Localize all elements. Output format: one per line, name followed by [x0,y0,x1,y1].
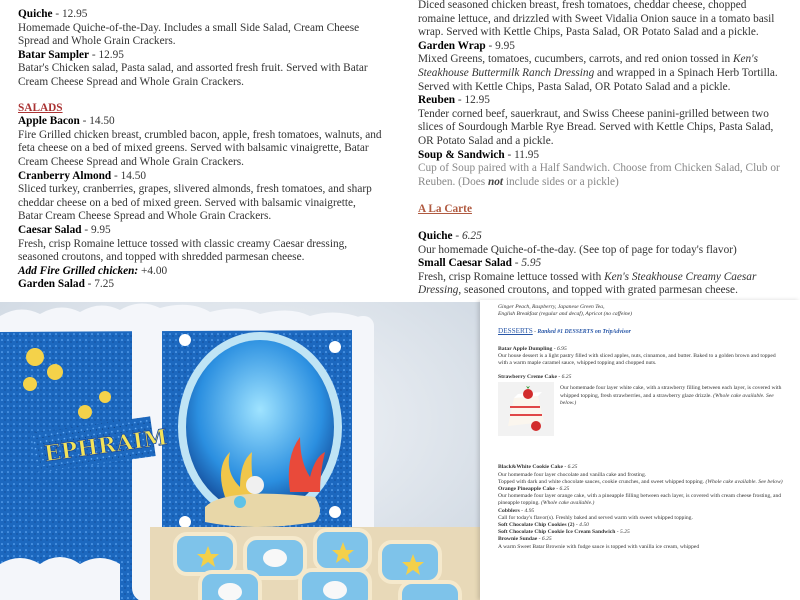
garden-salad-price: 7.25 [94,278,115,291]
reuben-price: 12.95 [464,94,490,107]
strawberry-name: Strawberry Creme Cake [498,374,557,381]
orange-pineapple-price: 6.25 [559,486,570,493]
reuben-name: Reuben [418,94,456,107]
batar-sampler-price: 12.95 [98,48,124,61]
soup-sandwich-desc-not: not [487,175,504,188]
small-caesar-name: Small Caesar Salad [418,257,512,270]
ocean-cake-illustration [0,302,480,600]
alacarte-quiche-desc: Our homemade Quiche-of-the-day. (See top of page for today's flavor) [418,243,737,256]
cobblers-price: 4.95 [524,507,535,514]
blackwhite-desc1: Our homemade four layer chocolate and vanilla cake and frosting. [498,471,647,478]
soup-sandwich-price: 11.95 [514,148,540,161]
small-caesar-desc-a: Fresh, crisp Romaine lettuce tossed with [418,270,605,283]
menu-page-wraps: Diced seasoned chicken breast, fresh tomatoes, cheddar cheese, chopped romaine lettuce, and drizzled with Sweet Vidalia Onion sauce in a tomato basil wrap. Served with Kettle Chips, Pasta Salad, OR Potato Salad and a pickle. Garden Wrap - 9.95 Mixed Greens, tomatoes, cucumbers, carrots, and red onion tossed in Ken's Steakhouse Buttermilk Ranch Dressing and wrapped in a Spinach Herb Tortilla. Served with Kettle Chips, Pasta Salad, OR Potato Salad and a pickle. Reuben - 12.95 Tender corned beef, sauerkraut, and Swiss Cheese panini-grilled between two slices of Sourdough Marble Rye Bread. Served with Kettle Chips, Pasta Salad, OR Potato Salad and a pickle. Soup & Sandwich - 11.95 Cup of Soup paired with a Half Sandwich. Choose from Chicken Salad, Club or Reuben. (Does not include sides or a pickle) A La Carte Quiche - 6.25 Our homemade Quiche-of-the-day. (See top of page for today's flavor) Small Caesar Salad - 5.95 Fresh, crisp Romaine lettuce tossed with Ken's Steakhouse Creamy Caesar Dressing, seasoned croutons, and topped with grated parmesan cheese. [400,0,800,302]
cookie-sandwich-name: Soft Chocolate Chip Cookie Ice Cream Sandwich [498,529,616,536]
soft-cookies-name: Soft Chocolate Chip Cookies (2) [498,522,575,529]
brownie-sundae-price: 6.25 [541,536,552,543]
cranberry-almond-desc: Sliced turkey, cranberries, grapes, slivered almonds, fresh tomatoes, and sharp cheddar cheese on a bed of mixed green. Served with balsamic vinaigrette, Batar Cream Cheese Spread and Whole Grain Crackers. [18,183,372,223]
garden-wrap-desc-b: and wrapped in a Spinach Herb Tortilla. Served with Kettle Chips, Pasta Salad, OR Potato Salad and a pickle. [418,66,778,93]
cake-sign-text: EPHRAIM [42,424,170,468]
batar-sampler-desc: Batar's Chicken salad, Pasta salad, and assorted fresh fruit. Served with Batar Cream Cheese Spread and Whole Grain Crackers. [18,62,368,88]
cobblers-name: Cobblers [498,507,520,514]
tea-line-2: English Breakfast (regular and decaf), Apricot (no caffeine) [498,311,633,318]
desserts-heading: DESSERTS [498,327,533,336]
caesar-salad-price: 9.95 [90,223,111,236]
strawberry-cake-photo [498,382,554,436]
quiche-price: 12.95 [61,8,88,20]
add-grilled-label: Add Fire Grilled chicken: [18,264,139,277]
blackwhite-note: (Whole cake available. See below) [705,478,783,485]
apple-dumpling-desc: Our house dessert is a light pastry filled with sliced apples, nuts, cinnamon, and butter. Baked to a golden brown and topped with a warm maple caramel sauce, whipped topping and chopped nuts. [498,352,776,367]
garden-wrap-name: Garden Wrap [418,39,486,52]
blackwhite-price: 6.25 [567,464,578,471]
apple-dumpling-name: Batar Apple Dumpling [498,345,553,352]
tea-line-1: Ginger Peach, Raspberry, Japanese Green Tea, [498,304,605,310]
orange-pineapple-desc: Our homemade four layer orange cake, with a pineapple filling between each layer, is covered with cream cheese frosting, and pineapple topping. [498,493,782,507]
apple-bacon-name: Apple Bacon [18,115,80,128]
apple-bacon-desc: Fire Grilled chicken breast, crumbled bacon, apple, fresh tomatoes, walnuts, and feta cheese on a bed of mixed greens. Served with balsamic vinaigrette, Batar Cream Cheese Spread and Whole Grain Crackers. [18,128,382,168]
small-caesar-price: 5.95 [521,257,542,270]
quiche-name: Quiche [18,8,53,20]
strawberry-note: (Whole cake available. See below.) [560,392,774,406]
batar-sampler-name: Batar Sampler [18,48,90,61]
soup-sandwich-desc-b: include sides or a pickle) [503,175,619,188]
desserts-rank: Ranked #1 DESSERTS on TripAdvisor [537,329,631,336]
strawberry-price: 6.25 [561,374,572,381]
salads-heading: SALADS [18,101,63,114]
strawberry-desc: Our homemade four layer white cake, with a strawberry filling between each layer, is covered with whipped topping, fresh strawberries, and a strawberry glaze drizzle. [560,385,782,399]
alacarte-heading: A La Carte [418,203,472,216]
garden-wrap-desc-a: Mixed Greens, tomatoes, cucumbers, carrots, and red onion tossed in [418,53,733,66]
caesar-salad-desc: Fresh, crisp Romaine lettuce tossed with classic creamy Caesar dressing, seasoned croutons, and topped with shredded parmesan cheese. [18,237,348,264]
soup-sandwich-name: Soup & Sandwich [418,148,505,161]
wrap-top-desc: Diced seasoned chicken breast, fresh tomatoes, cheddar cheese, chopped romaine lettuce, and drizzled with Sweet Vidalia Onion sauce in a tomato basil wrap. Served with Kettle Chips, Pasta Salad, OR Potato Salad and a pickle. [418,0,775,39]
blackwhite-name: Black&White Cookie Cake [498,464,563,471]
garden-salad-name: Garden Salad [18,278,85,291]
cranberry-almond-name: Cranberry Almond [18,169,112,182]
orange-pineapple-name: Orange Pineapple Cake [498,486,555,493]
small-caesar-desc-b: , seasoned croutons, and topped with grated parmesan cheese. [458,284,738,297]
cobblers-desc: Call for today's flavor(s). Freshly baked and served warm with sweet whipped topping. [498,514,693,521]
cranberry-almond-price: 14.50 [120,169,147,182]
menu-page-desserts: Ginger Peach, Raspberry, Japanese Green Tea, English Breakfast (regular and decaf), Apricot (no caffeine) DESSERTS - Ranked #1 DESSERTS on TripAdvisor Batar Apple Dumpling - 6.95 Our house dessert is a light pastry filled with sliced apples, nuts, cinnamon, and butter. Baked to a golden brown and topped with a warm maple caramel sauce, whipped topping and chopped nuts. Strawberry Creme Cake - 6.25 Our homemade four layer white cake, with a strawberry filling between each layer, is covered with whipped topping, fresh strawberries, and a strawberry glaze drizzle. (Whole cake available. See below.) Black&White Cookie Cake - 6.25 Our homemade four layer chocolate and vanilla cake and frosting. Topped with dark and white chocolate sauces, cookie crunches, and sweet whipped topping. (Whole cake available. See below) Orange Pineapple Cake - 6.25 Our homemade four layer orange cake, with a pineapple filling between each layer, is covered with cream cheese frosting, and pineapple topping. (Whole cake available.) Cobblers - 4.95 Call for today's flavor(s). Freshly baked and served warm with sweet whipped topping. Soft Chocolate Chip Cookies (2) - 4.50 Soft Chocolate Chip Cookie Ice Cream Sandwich - 5.25 Brownie Sundae - 6.25 A warm Sweet Batar Brownie with fudge sauce is topped with vanilla ice cream, whipped [480,300,800,600]
menu-page-lunch: Quiche - 12.95 Homemade Quiche-of-the-Day. Includes a small Side Salad, Cream Cheese Spread and Whole Grain Crackers. Batar Sampler - 12.95 Batar's Chicken salad, Pasta salad, and assorted fresh fruit. Served with Batar Cream Cheese Spread and Whole Grain Crackers. SALADS Apple Bacon - 14.50 Fire Grilled chicken breast, crumbled bacon, apple, fresh tomatoes, walnuts, and feta cheese on a bed of mixed greens. Served with balsamic vinaigrette, Batar Cream Cheese Spread and Whole Grain Crackers. Cranberry Almond - 14.50 Sliced turkey, cranberries, grapes, slivered almonds, fresh tomatoes, and sharp cheddar cheese on a bed of mixed green. Served with balsamic vinaigrette, Batar Cream Cheese Spread and Whole Grain Crackers. Caesar Salad - 9.95 Fresh, crisp Romaine lettuce tossed with classic creamy Caesar dressing, seasoned croutons, and topped with shredded parmesan cheese. Add Fire Grilled chicken: +4.00 Garden Salad - 7.25 [0,0,400,302]
small-caesar-desc-it: Ken's Steakhouse Creamy Caesar Dressing [418,270,757,297]
cake-photo [0,302,480,600]
alacarte-quiche-price: 6.25 [461,229,482,242]
brownie-sundae-name: Brownie Sundae [498,536,538,543]
orange-pineapple-note: (Whole cake available.) [541,500,595,507]
garden-wrap-price: 9.95 [495,39,515,52]
brownie-sundae-desc: A warm Sweet Batar Brownie with fudge sauce is topped with vanilla ice cream, whipped [498,543,700,550]
reuben-desc: Tender corned beef, sauerkraut, and Swiss Cheese panini-grilled between two slices of Sourdough Marble Rye Bread. Served with Kettle Chips, Pasta Salad, OR Potato Salad and a pickle. [418,107,774,147]
garden-wrap-desc-it: Ken's Steakhouse Buttermilk Ranch Dressing [418,53,758,79]
soup-sandwich-desc-a: Cup of Soup paired with a Half Sandwich. Choose from Chicken Salad, Club or Reuben. (Does [418,162,780,188]
add-grilled-price: +4.00 [141,264,168,277]
quiche-desc: Homemade Quiche-of-the-Day. Includes a small Side Salad, Cream Cheese Spread and Whole Grain Crackers. [18,21,360,48]
apple-dumpling-price: 6.95 [556,345,567,352]
cookie-sandwich-price: 5.25 [620,529,630,536]
alacarte-quiche-name: Quiche [418,229,453,242]
apple-bacon-price: 14.50 [89,115,115,128]
blackwhite-desc2: Topped with dark and white chocolate sauces, cookie crunches, and sweet whipped topping. [498,478,705,485]
caesar-salad-name: Caesar Salad [18,223,82,236]
soft-cookies-price: 4.50 [579,522,589,529]
